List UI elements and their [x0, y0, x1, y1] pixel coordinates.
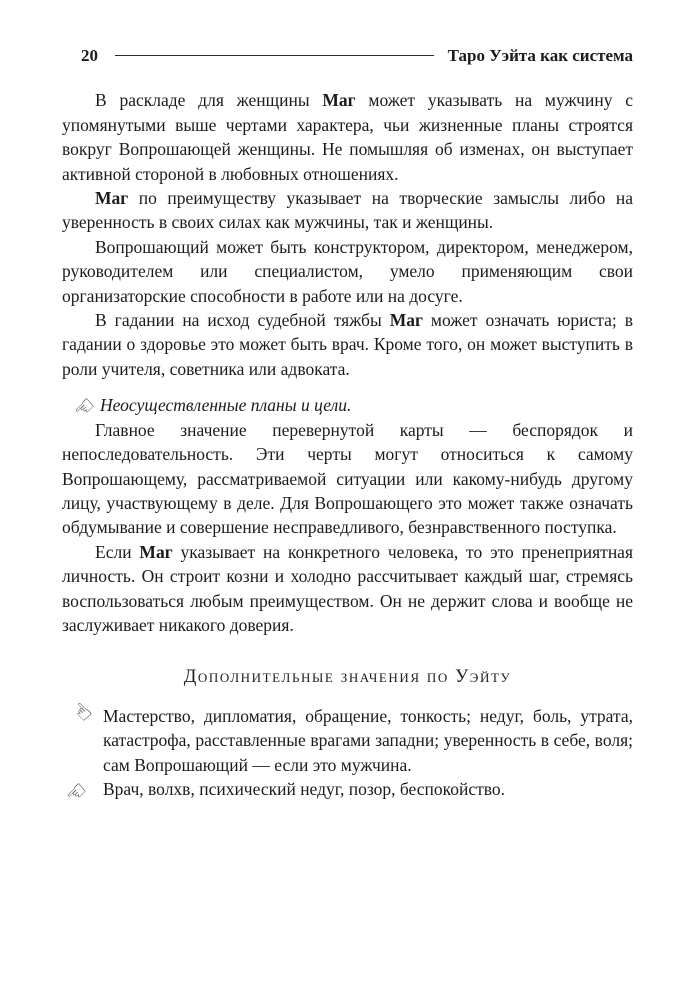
- paragraph-upright-1: В раскладе для женщины Маг может указывать на мужчину с упомянутыми выше чертами характера, чьи жизненные планы строятся вокруг Вопрошающей женщины. Не помышляя об изменах, он выступает активной стороной в любовных отношениях.: [62, 90, 633, 184]
- section-heading: Дополнительные значения по Уэйту: [183, 667, 512, 688]
- manicule-up-left-icon: ☜: [65, 695, 99, 729]
- paragraph-reversed-2: Если Маг указывает на конкретного человека, то это пренеприятная личность. Он строит козни и холодно рассчитывает каждый шаг, стремясь воспользоваться любым преимуществом. Он не держит слова и вообще не заслуживает никакого доверия.: [62, 541, 633, 635]
- additional-item-1: [62, 695, 633, 777]
- paragraph-upright-2: Маг по преимуществу указывает на творческие замыслы либо на уверенность в своих силах как мужчины, так и женщины.: [62, 188, 633, 233]
- additional-item-2: [60, 776, 633, 810]
- running-title: Таро Уэйта как система: [447, 46, 633, 65]
- paragraph-reversed-1: Главное значение перевернутой карты — беспорядок и непоследовательность. Эти черты могут относиться к самому Вопрошающему, рассматриваемой ситуации или какому-нибудь другому лицу, участвующему в деле. Для Вопрошающего это может также означать обдумывание и совершение несправедливого, безнравственного поступка.: [62, 419, 633, 538]
- paragraph-upright-3: Вопрошающий может быть конструктором, директором, менеджером, руководителем или специалистом, умело применяющим свои организаторские способности в работе или на досуге.: [62, 236, 633, 306]
- manicule-down-left-icon: ☜: [60, 776, 94, 810]
- page-number: 20: [81, 46, 98, 65]
- paragraph-upright-4: В гадании на исход судебной тяжбы Маг может означать юриста; в гадании о здоровье это может быть врач. Кроме того, он может выступить в роли учителя, советника или адвоката.: [62, 310, 633, 379]
- additional-item-text: Врач, волхв, психический недуг, позор, беспокойство.: [103, 778, 506, 799]
- manicule-down-left-icon: ☜: [68, 391, 102, 425]
- reversed-section-label: [62, 391, 633, 425]
- header-rule: [115, 55, 434, 56]
- reversed-label-text: Неосуществленные планы и цели.: [100, 395, 352, 416]
- additional-item-text: Мастерство, дипломатия, обращение, тонкость; недуг, боль, утрата, катастрофа, расставленные врагами западни; уверенность в себе, воля; сам Вопрошающий — если это мужчина.: [103, 705, 633, 775]
- running-head: [62, 44, 633, 68]
- body-text: [60, 88, 633, 810]
